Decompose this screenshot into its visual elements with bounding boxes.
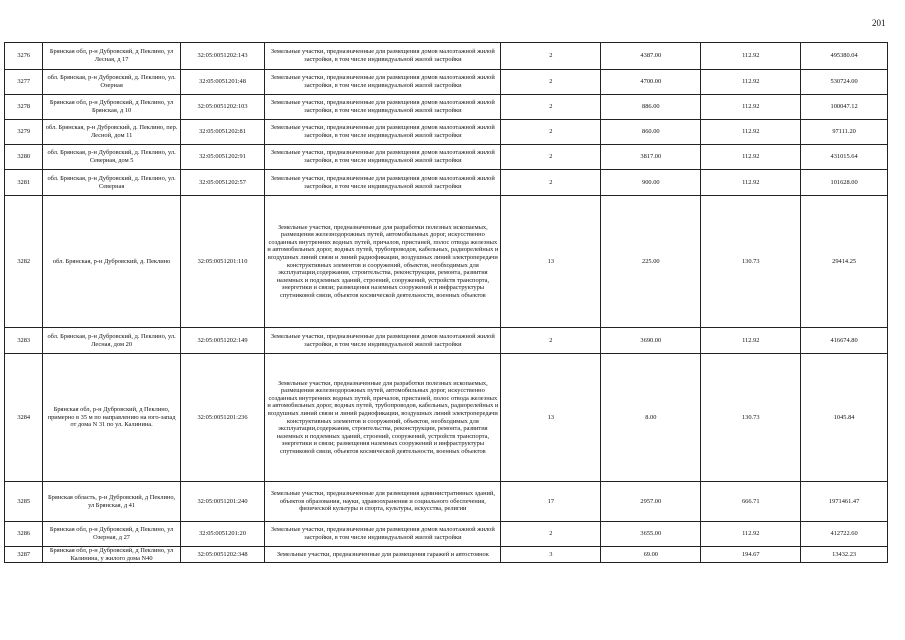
land-use-cell: Земельные участки, предназначенные для размещения домов малоэтажной жилой застройки, в том числе индивидуальной жилой застройки: [265, 120, 501, 145]
address-cell: обл. Брянская, р-н Дубровский, д. Пеклино, пер. Лесной, дом 11: [43, 120, 180, 145]
cadastral-value-cell: 101628.00: [801, 170, 888, 196]
specific-value-cell: 130.73: [701, 354, 801, 482]
group-code-cell: 17: [501, 482, 601, 522]
cadastral-value-cell: 416674.80: [801, 328, 888, 354]
land-use-cell: Земельные участки, предназначенные для размещения гаражей и автостоянок: [265, 547, 501, 563]
address-cell: обл. Брянская, р-н Дубровский, д. Пеклино, ул. Северная: [43, 170, 180, 196]
land-use-cell: Земельные участки, предназначенные для размещения домов малоэтажной жилой застройки, в том числе индивидуальной жилой застройки: [265, 95, 501, 120]
land-use-cell: Земельные участки, предназначенные для размещения домов малоэтажной жилой застройки, в том числе индивидуальной жилой застройки: [265, 170, 501, 196]
land-use-cell: Земельные участки, предназначенные для разработки полезных ископаемых, размещения железнодорожных путей, автомобильных дорог, искусственно созданных внутренних водных путей, причалов, пристаней, полос отвода железных и автомобильных дорог, водных путей, трубопроводов, кабельных, радиорелейных и воздушных линий связи и линий радиофикации, воздушных линий электропередачи конструктивных элементов и сооружений, объектов, необходимых для эксплуатации,содержания, строительства, реконструкции, ремонта, развития наземных и подземных зданий, строений, сооружений, устройств транспорта, энергетики и связи; размещения наземных сооружений и инфраструктуры спутниковой связи, объектов космической деятельности, военных объектов: [265, 354, 501, 482]
cadastral-number-cell: 32:05:0051201:20: [180, 522, 265, 547]
address-cell: обл. Брянская, р-н Дубровский, д. Пеклино, ул. Северная, дом 5: [43, 145, 180, 170]
specific-value-cell: 194.67: [701, 547, 801, 563]
group-code-cell: 2: [501, 70, 601, 95]
area-cell: 3655.00: [601, 522, 701, 547]
group-code-cell: 2: [501, 95, 601, 120]
cadastral-number-cell: 32:05:0051201:240: [180, 482, 265, 522]
cadastral-value-cell: 431015.64: [801, 145, 888, 170]
cadastral-number-cell: 32:05:0051202:143: [180, 43, 265, 70]
specific-value-cell: 112.92: [701, 70, 801, 95]
land-use-cell: Земельные участки, предназначенные для размещения домов малоэтажной жилой застройки, в том числе индивидуальной жилой застройки: [265, 145, 501, 170]
group-code-cell: 2: [501, 120, 601, 145]
specific-value-cell: 112.92: [701, 170, 801, 196]
cadastral-value-cell: 1045.84: [801, 354, 888, 482]
address-cell: Брянская обл, р-н Дубровский, д Пеклино, ул Брянская, д 10: [43, 95, 180, 120]
table-row: [5, 43, 888, 70]
table-row: [5, 196, 888, 328]
table-row: [5, 120, 888, 145]
address-cell: обл. Брянская, р-н Дубровский, д. Пеклино: [43, 196, 180, 328]
cadastral-value-cell: 1971461.47: [801, 482, 888, 522]
row-number-cell: 3283: [5, 328, 43, 354]
table-row: [5, 70, 888, 95]
specific-value-cell: 112.92: [701, 328, 801, 354]
row-number-cell: 3280: [5, 145, 43, 170]
row-number-cell: 3281: [5, 170, 43, 196]
specific-value-cell: 112.92: [701, 145, 801, 170]
cadastral-number-cell: 32:05:0051202:103: [180, 95, 265, 120]
address-cell: Брянская обл, р-н Дубровский, д Пеклино, ул Калинина, у жилого дома N40: [43, 547, 180, 563]
table-row: [5, 95, 888, 120]
specific-value-cell: 112.92: [701, 120, 801, 145]
cadastral-value-cell: 29414.25: [801, 196, 888, 328]
group-code-cell: 3: [501, 547, 601, 563]
cadastral-value-cell: 13432.23: [801, 547, 888, 563]
cadastral-number-cell: 32:05:0051201:48: [180, 70, 265, 95]
area-cell: 225.00: [601, 196, 701, 328]
address-cell: обл. Брянская, р-н Дубровский, д. Пеклино, ул. Лесная, дом 20: [43, 328, 180, 354]
row-number-cell: 3282: [5, 196, 43, 328]
land-use-cell: Земельные участки, предназначенные для размещения домов малоэтажной жилой застройки, в том числе индивидуальной жилой застройки: [265, 328, 501, 354]
table-row: [5, 170, 888, 196]
cadastral-number-cell: 32:05:0051202:57: [180, 170, 265, 196]
land-use-cell: Земельные участки, предназначенные для размещения домов малоэтажной жилой застройки, в том числе индивидуальной жилой застройки: [265, 43, 501, 70]
table-body: [5, 43, 888, 563]
cadastral-value-cell: 97111.20: [801, 120, 888, 145]
area-cell: 8.00: [601, 354, 701, 482]
row-number-cell: 3285: [5, 482, 43, 522]
specific-value-cell: 112.92: [701, 95, 801, 120]
cadastral-value-cell: 412722.60: [801, 522, 888, 547]
group-code-cell: 2: [501, 170, 601, 196]
cadastral-number-cell: 32:05:0051201:236: [180, 354, 265, 482]
specific-value-cell: 112.92: [701, 43, 801, 70]
cadastral-number-cell: 32:05:0051201:110: [180, 196, 265, 328]
cadastral-value-cell: 530724.00: [801, 70, 888, 95]
row-number-cell: 3276: [5, 43, 43, 70]
specific-value-cell: 666.71: [701, 482, 801, 522]
area-cell: 4700.00: [601, 70, 701, 95]
row-number-cell: 3287: [5, 547, 43, 563]
table-row: [5, 482, 888, 522]
specific-value-cell: 112.92: [701, 522, 801, 547]
cadastral-value-cell: 100047.12: [801, 95, 888, 120]
group-code-cell: 2: [501, 522, 601, 547]
group-code-cell: 13: [501, 354, 601, 482]
area-cell: 3817.00: [601, 145, 701, 170]
area-cell: 3690.00: [601, 328, 701, 354]
area-cell: 2957.00: [601, 482, 701, 522]
land-use-cell: Земельные участки, предназначенные для размещения домов малоэтажной жилой застройки, в том числе индивидуальной жилой застройки: [265, 522, 501, 547]
address-cell: Брянская обл, р-н Дубровский, д Пеклино, ул Лесная, д 17: [43, 43, 180, 70]
address-cell: Брянская обл, р-н Дубровский, д Пеклино, ул Озерная, д 27: [43, 522, 180, 547]
row-number-cell: 3284: [5, 354, 43, 482]
table-row: [5, 547, 888, 563]
area-cell: 4387.00: [601, 43, 701, 70]
group-code-cell: 13: [501, 196, 601, 328]
table-row: [5, 354, 888, 482]
area-cell: 886.00: [601, 95, 701, 120]
cadastral-number-cell: 32:05:0051202:81: [180, 120, 265, 145]
cadastral-value-cell: 495380.04: [801, 43, 888, 70]
cadastral-value-table: [4, 42, 888, 563]
address-cell: Брянская область, р-н Дубровский, д Пеклино, ул Брянская, д 41: [43, 482, 180, 522]
cadastral-number-cell: 32:05:0051202:149: [180, 328, 265, 354]
cadastral-number-cell: 32:05:0051202:348: [180, 547, 265, 563]
land-use-cell: Земельные участки, предназначенные для размещения административных зданий, объектов образования, науки, здравоохранения и социального обеспечения, физической культуры и спорта, культуры, искусства, религии: [265, 482, 501, 522]
address-cell: обл. Брянская, р-н Дубровский, д. Пеклино, ул. Озерная: [43, 70, 180, 95]
row-number-cell: 3286: [5, 522, 43, 547]
land-use-cell: Земельные участки, предназначенные для разработки полезных ископаемых, размещения железнодорожных путей, автомобильных дорог, искусственно созданных внутренних водных путей, причалов, пристаней, полос отвода железных и автомобильных дорог, водных путей, трубопроводов, кабельных, радиорелейных и воздушных линий связи и линий радиофикации, воздушных линий электропередачи конструктивных элементов и сооружений, объектов, необходимых для эксплуатации,содержания, строительства, реконструкции, ремонта, развития наземных и подземных зданий, строений, сооружений, устройств транспорта, энергетики и связи; размещения наземных сооружений и инфраструктуры спутниковой связи, объектов космической деятельности, военных объектов: [265, 196, 501, 328]
row-number-cell: 3279: [5, 120, 43, 145]
area-cell: 900.00: [601, 170, 701, 196]
table-row: [5, 522, 888, 547]
table-row: [5, 145, 888, 170]
area-cell: 69.00: [601, 547, 701, 563]
page-number: 201: [872, 18, 886, 28]
row-number-cell: 3277: [5, 70, 43, 95]
address-cell: Брянская обл, р-н Дубровский, д Пеклино, примерно в 35 м по направлению на юго-запад от дома N 31 по ул. Калинина.: [43, 354, 180, 482]
row-number-cell: 3278: [5, 95, 43, 120]
cadastral-number-cell: 32:05:0051202:91: [180, 145, 265, 170]
table-row: [5, 328, 888, 354]
area-cell: 860.00: [601, 120, 701, 145]
group-code-cell: 2: [501, 43, 601, 70]
land-use-cell: Земельные участки, предназначенные для размещения домов малоэтажной жилой застройки, в том числе индивидуальной жилой застройки: [265, 70, 501, 95]
group-code-cell: 2: [501, 328, 601, 354]
group-code-cell: 2: [501, 145, 601, 170]
specific-value-cell: 130.73: [701, 196, 801, 328]
